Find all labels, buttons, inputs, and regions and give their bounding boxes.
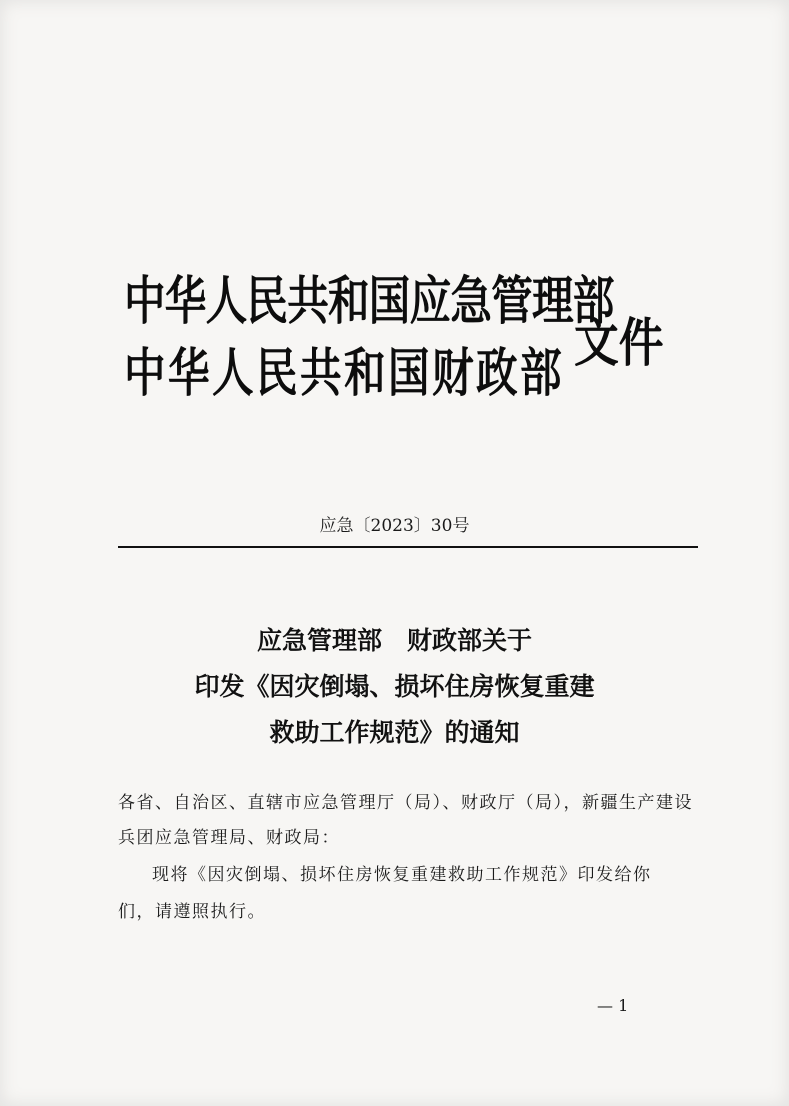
document-number: 应急〔2023〕30号 (319, 516, 470, 536)
issuer-header (100, 262, 700, 442)
title-line-2: 印发《因灾倒塌、损坏住房恢复重建 (194, 672, 595, 701)
body-line-1: 现将《因灾倒塌、损坏住房恢复重建救助工作规范》印发给你 (152, 865, 652, 885)
header-divider (118, 546, 698, 548)
recipients-line-2: 兵团应急管理局、财政局： (118, 828, 340, 848)
title-line-3: 救助工作规范》的通知 (269, 718, 520, 747)
issuer-finance-ministry: 中华人民共和国财政部 (124, 343, 565, 404)
document-type-label: 文件 (574, 313, 664, 374)
recipients-line-1: 各省、自治区、直辖市应急管理厅（局）、财政厅（局），新疆生产建设 (118, 793, 693, 813)
title-line-1: 应急管理部 财政部关于 (256, 626, 532, 655)
page-number: — 1 (597, 996, 629, 1015)
body-line-2: 们，请遵照执行。 (118, 902, 266, 922)
document-title (0, 618, 789, 756)
issuer-emergency-ministry: 中华人民共和国应急管理部 (124, 271, 614, 332)
